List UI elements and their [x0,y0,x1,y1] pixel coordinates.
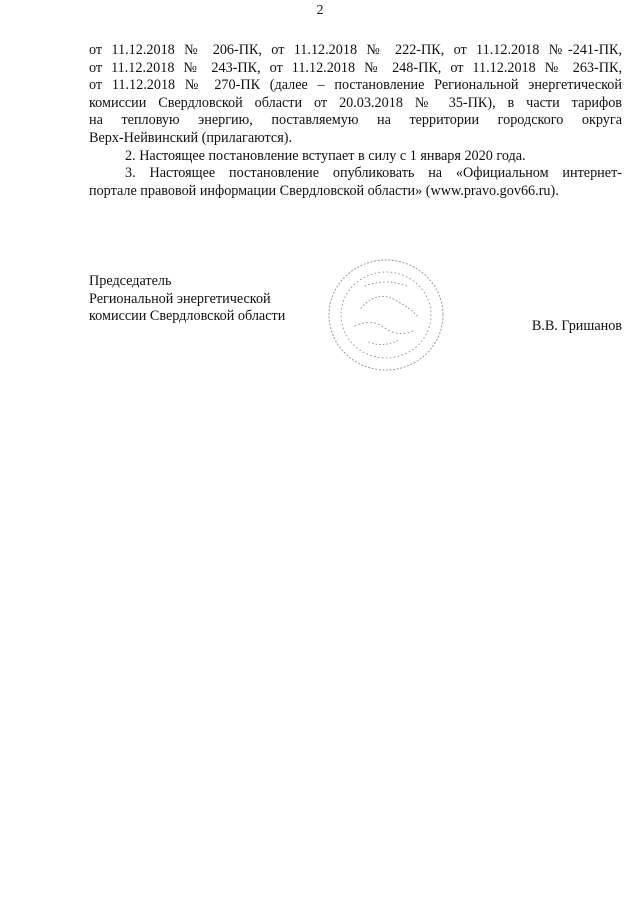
signatory-title [89,273,285,326]
text-line: от 11.12.2018 № 270-ПК (далее – постановление Региональной энергетической [89,77,622,94]
text-line: от 11.12.2018 № 243-ПК, от 11.12.2018 № 248-ПК, от 11.12.2018 № 263-ПК, [89,59,622,76]
signatory-title-line: комиссии Свердловской области [89,308,286,325]
text-line: на тепловую энергию, поставляемую на территории городского округа [89,112,622,129]
paragraph-1 [89,42,622,148]
text-line: портале правовой информации Свердловской области» (www.pravo.gov66.ru). [89,182,559,199]
signatory-name: В.В. Гришанов [531,318,622,334]
official-seal [325,256,447,374]
text-line: 2. Настоящее постановление вступает в силу с 1 января 2020 года. [125,147,526,164]
signatory-title-line: Региональной энергетической [89,290,271,307]
document-body [89,42,622,200]
text-line: Верх-Нейвинский (прилагаются). [89,129,292,146]
text-line: 3. Настоящее постановление опубликовать на «Официальном интернет- [125,165,622,182]
signatory-title-line: Председатель [89,273,172,289]
text-line: комиссии Свердловской области от 20.03.2018 № 35-ПК), в части тарифов [89,94,622,111]
paragraph-3 [89,165,622,200]
page-number: 2 [316,3,324,18]
paragraph-2 [89,148,622,166]
text-line: от 11.12.2018 № 206-ПК, от 11.12.2018 № 222-ПК, от 11.12.2018 №-241-ПК, [89,42,622,58]
